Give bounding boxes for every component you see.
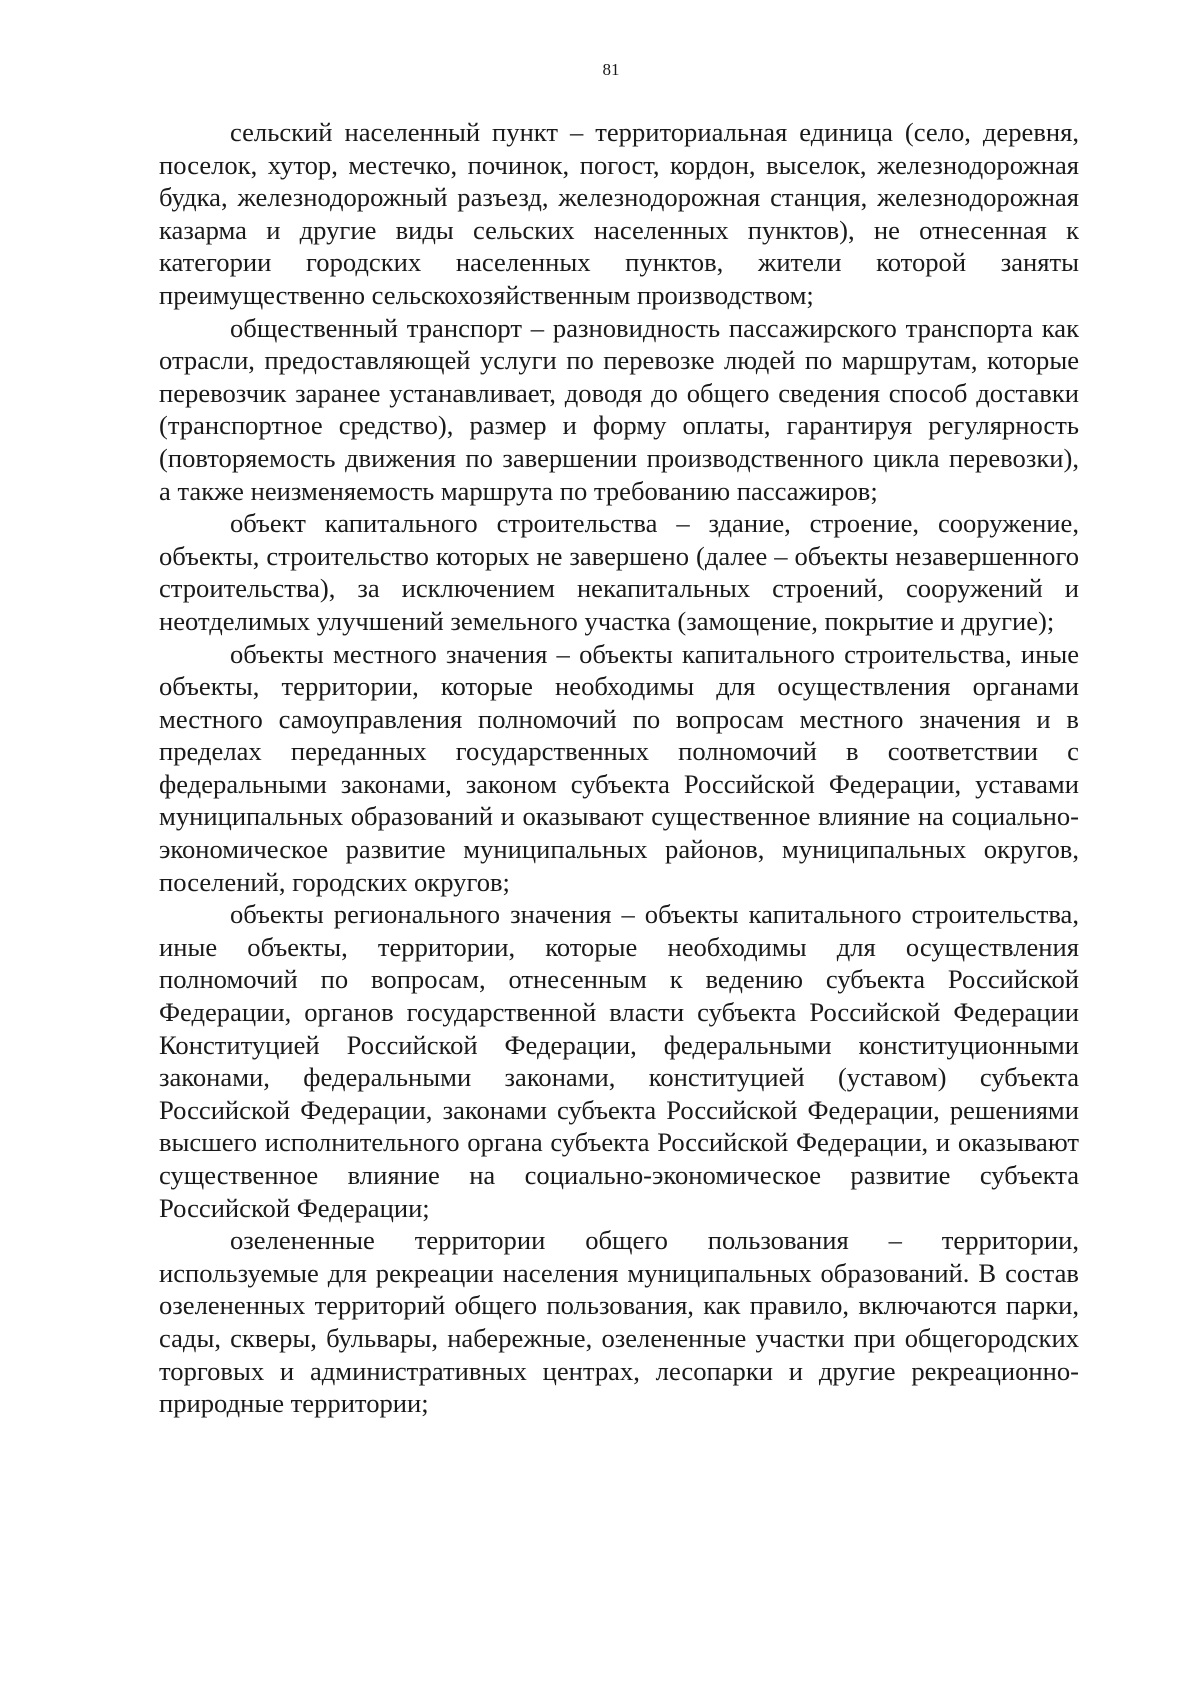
definition-paragraph-rural-settlement: сельский населенный пункт – территориальная единица (село, деревня, поселок, хутор, местечко, починок, погост, кордон, выселок, железнодорожная будка, железнодорожный разъезд, железнодорожная станция, железнодорожная казарма и другие виды сельских населенных пунктов), не отнесенная к категории городских населенных пунктов, жители которой заняты преимущественно сельскохозяйственным производством;	[159, 117, 1079, 310]
definition-paragraph-capital-construction-object: объект капитального строительства – здание, строение, сооружение, объекты, строительство которых не завершено (далее – объекты незавершенного строительства), за исключением некапитальных строений, сооружений и неотделимых улучшений земельного участка (замощение, покрытие и другие);	[159, 508, 1079, 636]
document-body	[159, 116, 1079, 1420]
definition-paragraph-green-public-areas: озелененные территории общего пользования – территории, используемые для рекреации населения муниципальных образований. В состав озелененных территорий общего пользования, как правило, включаются парки, сады, скверы, бульвары, набережные, озелененные участки при общегородских торговых и административных центрах, лесопарки и другие рекреационно-природные территории;	[159, 1225, 1079, 1419]
definition-paragraph-local-significance-objects: объекты местного значения – объекты капитального строительства, иные объекты, территории, которые необходимы для осуществления органами местного самоуправления полномочий по вопросам местного значения и в пределах переданных государственных полномочий в соответствии с федеральными законами, законом субъекта Российской Федерации, уставами муниципальных образований и оказывают существенное влияние на социально-экономическое развитие муниципальных районов, муниципальных округов, поселений, городских округов;	[159, 638, 1079, 897]
definition-paragraph-regional-significance-objects: объекты регионального значения – объекты капитального строительства, иные объекты, территории, которые необходимы для осуществления полномочий по вопросам, отнесенным к ведению субъекта Российской Федерации, органов государственной власти субъекта Российской Федерации Конституцией Российской Федерации, федеральными конституционными законами, федеральными законами, конституцией (уставом) субъекта Российской Федерации, законами субъекта Российской Федерации, решениями высшего исполнительного органа субъекта Российской Федерации, и оказывают существенное влияние на социально-экономическое развитие субъекта Российской Федерации;	[159, 899, 1079, 1223]
page-number: 81	[602, 60, 620, 79]
definition-paragraph-public-transport: общественный транспорт – разновидность пассажирского транспорта как отрасли, предоставляющей услуги по перевозке людей по маршрутам, которые перевозчик заранее устанавливает, доводя до общего сведения способ доставки (транспортное средство), размер и форму оплаты, гарантируя регулярность (повторяемость движения по завершении производственного цикла перевозки), а также неизменяемость маршрута по требованию пассажиров;	[159, 312, 1079, 506]
